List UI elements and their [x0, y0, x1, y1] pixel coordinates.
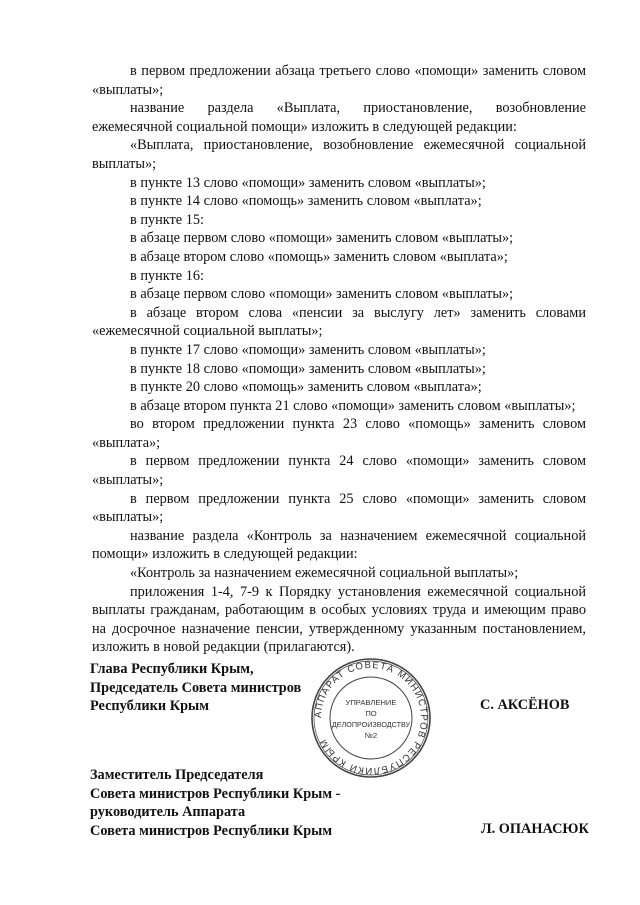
signatory-title-line: Совета министров Республики Крым — [90, 822, 333, 839]
paragraph: приложения 1-4, 7-9 к Порядку установления ежемесячной социальной выплаты гражданам, работающим в особых условиях труда и имеющим право на досрочное назначение пенсии, утвержденному указанным постановлением, изложить в новой редакции (прилагаются). — [92, 583, 586, 656]
paragraph: «Контроль за назначением ежемесячной социальной выплаты»; — [130, 565, 519, 582]
stamp-inner-line: ДЕЛОПРОИЗВОДСТВУ — [331, 720, 411, 729]
stamp-inner-line: №2 — [364, 731, 378, 740]
paragraph: в пункте 15: — [130, 211, 204, 228]
signatory-title-line: Совета министров Республики Крым - — [90, 785, 341, 802]
paragraph: в пункте 20 слово «помощь» заменить словом «выплата»; — [130, 379, 482, 396]
signatory-title-line: Республики Крым — [90, 698, 209, 715]
paragraph: в абзаце втором слова «пенсии за выслугу лет» заменить словами «ежемесячной социальной выплаты»; — [92, 304, 586, 340]
signatory-name-deputy: Л. ОПАНАСЮК — [481, 821, 589, 837]
signatory-title-line: руководитель Аппарата — [90, 804, 246, 821]
paragraph: в пункте 13 слово «помощи» заменить словом «выплаты»; — [130, 174, 486, 191]
paragraph: в пункте 17 слово «помощи» заменить словом «выплаты»; — [130, 341, 486, 358]
paragraph: в первом предложении абзаца третьего слово «помощи» заменить словом «выплаты»; — [92, 63, 586, 98]
paragraph: во втором предложении пункта 23 слово «помощь» заменить словом «выплата»; — [92, 416, 586, 451]
paragraph: в пункте 18 слово «помощи» заменить словом «выплаты»; — [130, 360, 486, 377]
paragraph: в первом предложении пункта 24 слово «помощи» заменить словом «выплаты»; — [92, 453, 586, 489]
paragraph: в пункте 14 слово «помощь» заменить словом «выплата»; — [130, 193, 482, 210]
signatory-title-deputy — [90, 766, 340, 840]
signatory-title-line: Заместитель Председателя — [90, 767, 264, 783]
stamp-inner-line: УПРАВЛЕНИЕ — [345, 698, 397, 707]
stamp-outer-text: АППАРАТ СОВЕТА МИНИСТРОВ РЕСПУБЛИКИ КРЫМ — [312, 659, 430, 777]
paragraph: в первом предложении пункта 25 слово «помощи» заменить словом «выплаты»; — [92, 490, 586, 526]
paragraph: название раздела «Выплата, приостановление, возобновление ежемесячной социальной помощи» изложить в следующей редакции: — [92, 100, 586, 135]
signatory-name-head: С. АКСЁНОВ — [480, 697, 570, 713]
signatory-title-line: Глава Республики Крым, — [90, 661, 254, 677]
paragraph: в абзаце первом слово «помощи» заменить словом «выплаты»; — [130, 230, 514, 247]
paragraph: «Выплата, приостановление, возобновление ежемесячной социальной выплаты»; — [92, 137, 586, 172]
paragraph: в абзаце первом слово «помощи» заменить словом «выплаты»; — [130, 286, 514, 303]
paragraph: в абзаце втором пункта 21 слово «помощи» заменить словом «выплаты»; — [130, 397, 576, 414]
signatory-title-head — [90, 660, 301, 716]
paragraph: в пункте 16: — [130, 267, 204, 284]
office-stamp — [309, 656, 433, 780]
signatory-title-line: Председатель Совета министров — [90, 679, 302, 696]
body-text — [92, 62, 586, 657]
paragraph: название раздела «Контроль за назначением ежемесячной социальной помощи» изложить в следующей редакции: — [92, 527, 586, 563]
paragraph: в абзаце втором слово «помощь» заменить словом «выплата»; — [130, 248, 508, 265]
stamp-inner-line: ПО — [365, 709, 377, 718]
